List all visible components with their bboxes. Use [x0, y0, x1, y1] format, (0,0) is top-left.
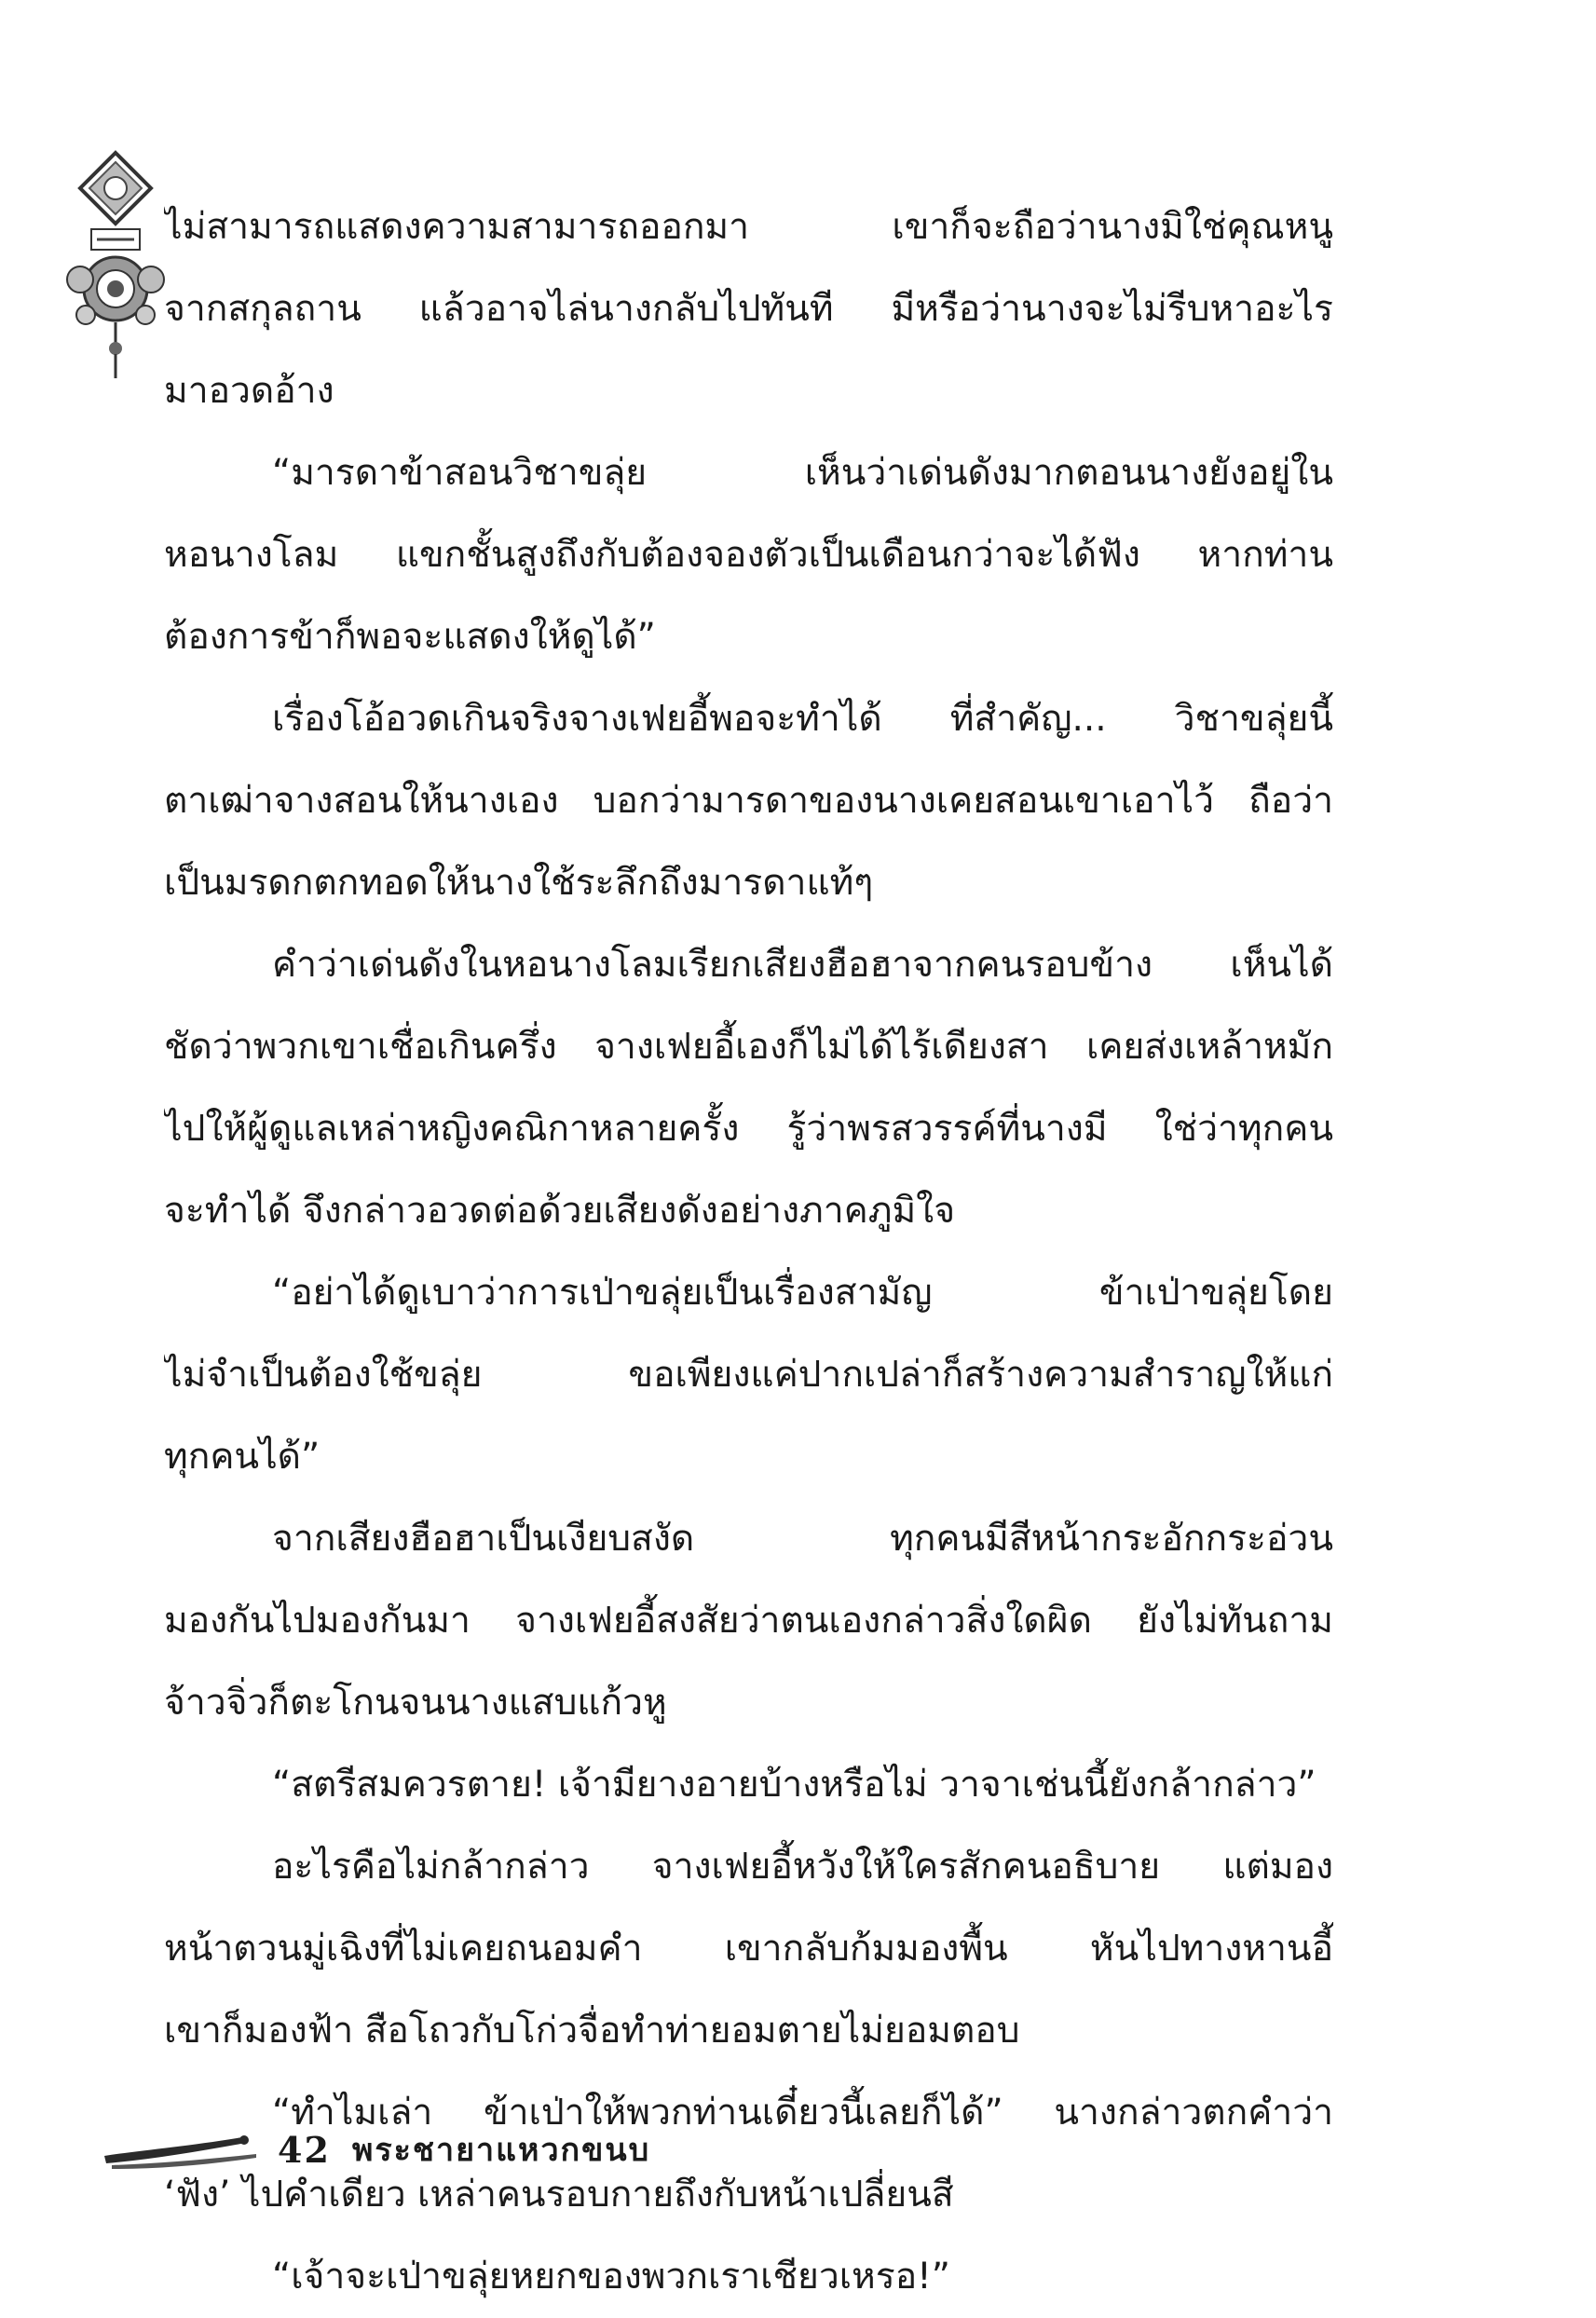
text-line: ไปให้ผู้ดูแลเหล่าหญิงคณิกาหลายครั้ง รู้ว่าพรสวรรค์ที่นางมี ใช่ว่าทุกคน: [164, 1108, 1333, 1150]
body-text: [164, 186, 1333, 2318]
text-line: ชัดว่าพวกเขาเชื่อเกินครึ่ง จางเฟยอี้เองก็ไม่ได้ไร้เดียงสา เคยส่งเหล้าหมัก: [164, 1026, 1333, 1068]
text-line: ต้องการข้าก็พอจะแสดงให้ดูได้”: [164, 616, 656, 658]
text-line: ไม่สามารถแสดงความสามารถออกมา เขาก็จะถือว่านางมิใช่คุณหนู: [164, 206, 1333, 248]
text-line: มองกันไปมองกันมา จางเฟยอี้สงสัยว่าตนเองกล่าวสิ่งใดผิด ยังไม่ทันถาม: [164, 1600, 1333, 1642]
text-line: มาอวดอ้าง: [164, 370, 334, 412]
text-line: “มารดาข้าสอนวิชาขลุ่ย เห็นว่าเด่นดังมากตอนนางยังอยู่ใน: [272, 452, 1333, 494]
text-line: ‘ฟัง’ ไปคำเดียว เหล่าคนรอบกายถึงกับหน้าเปลี่ยนสี: [164, 2174, 954, 2216]
ornament-emblem-icon: [60, 149, 171, 382]
text-line: เขาก็มองฟ้า สือโถวกับโก่วจื่อทำท่ายอมตายไม่ยอมตอบ: [164, 2010, 1020, 2052]
book-title: พระชายาแหวกขนบ: [352, 2132, 651, 2169]
text-line: ทุกคนได้”: [164, 1436, 321, 1478]
text-line: จะทำได้ จึงกล่าวอวดต่อด้วยเสียงดังอย่างภาคภูมิใจ: [164, 1190, 956, 1232]
text-line: “ทำไมเล่า ข้าเป่าให้พวกท่านเดี๋ยวนี้เลยก็ได้” นางกล่าวตกคำว่า: [272, 2092, 1333, 2134]
text-line: “เจ้าจะเป่าขลุ่ยหยกของพวกเราเชียวเหรอ!”: [272, 2256, 950, 2298]
text-line: “สตรีสมควรตาย! เจ้ามียางอายบ้างหรือไม่ วาจาเช่นนี้ยังกล้ากล่าว”: [272, 1764, 1316, 1806]
text-line: หอนางโลม แขกชั้นสูงถึงกับต้องจองตัวเป็นเดือนกว่าจะได้ฟัง หากท่าน: [164, 534, 1333, 576]
page-number: 42: [278, 2129, 331, 2171]
text-line: เรื่องโอ้อวดเกินจริงจางเฟยอี้พอจะทำได้ ที่สำคัญ... วิชาขลุ่ยนี้: [272, 698, 1333, 740]
text-line: ไม่จำเป็นต้องใช้ขลุ่ย ขอเพียงแค่ปากเปล่าก็สร้างความสำราญให้แก่: [164, 1354, 1333, 1396]
text-line: เป็นมรดกตกทอดให้นางใช้ระลึกถึงมารดาแท้ๆ: [164, 862, 874, 904]
brush-icon: [102, 2128, 261, 2175]
text-line: ตาเฒ่าจางสอนให้นางเอง บอกว่ามารดาของนางเคยสอนเขาเอาไว้ ถือว่า: [164, 780, 1333, 822]
text-line: จากเสียงฮือฮาเป็นเงียบสงัด ทุกคนมีสีหน้ากระอักกระอ่วน: [272, 1518, 1333, 1560]
text-line: จากสกุลถาน แล้วอาจไล่นางกลับไปทันที มีหรือว่านางจะไม่รีบหาอะไร: [164, 288, 1333, 330]
text-line: จ้าวจิ่วก็ตะโกนจนนางแสบแก้วหู: [164, 1682, 667, 1724]
text-line: อะไรคือไม่กล้ากล่าว จางเฟยอี้หวังให้ใครสักคนอธิบาย แต่มอง: [272, 1846, 1333, 1888]
text-line: หน้าตวนมู่เฉิงที่ไม่เคยถนอมคำ เขากลับก้มมองพื้น หันไปทางหานอี้: [164, 1928, 1333, 1970]
text-line: “อย่าได้ดูเบาว่าการเป่าขลุ่ยเป็นเรื่องสามัญ ข้าเป่าขลุ่ยโดย: [272, 1272, 1333, 1314]
text-line: คำว่าเด่นดังในหอนางโลมเรียกเสียงฮือฮาจากคนรอบข้าง เห็นได้: [272, 944, 1333, 986]
page-footer: [102, 2124, 755, 2180]
